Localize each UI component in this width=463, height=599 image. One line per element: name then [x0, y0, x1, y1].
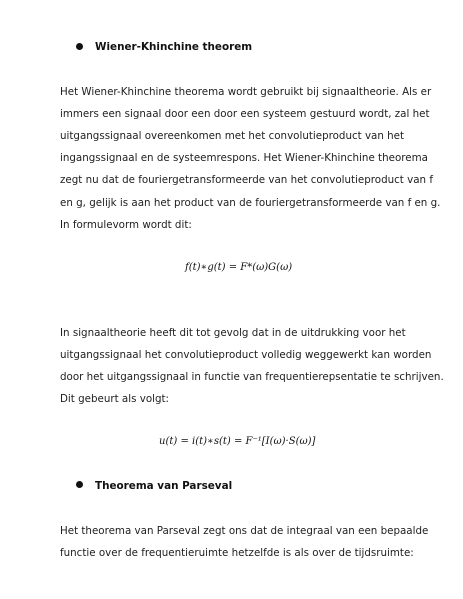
paragraph-line: en g, gelijk is aan het product van de fouriergetransformeerde van f en g.	[60, 197, 441, 209]
paragraph-line: uitgangssignaal overeenkomen met het convolutieproduct van het	[60, 130, 405, 142]
bullet-icon	[76, 43, 83, 50]
paragraph-line: In signaaltheorie heeft dit tot gevolg dat in de uitdrukking voor het	[60, 327, 406, 339]
paragraph-line: uitgangssignaal het convolutieproduct volledig weggewerkt kan worden	[60, 349, 432, 361]
paragraph-line: door het uitgangssignaal in functie van frequentierepsentatie te schrijven.	[60, 371, 444, 383]
paragraph-wiener-khinchine	[60, 86, 441, 236]
section-heading-wiener-khinchine: Wiener-Khinchine theorem	[95, 41, 253, 53]
bullet-icon	[76, 481, 83, 488]
paragraph-line: ingangssignaal en de systeemrespons. Het Wiener-Khinchine theorema	[60, 152, 428, 164]
formula-output-signal: u(t) = i(t)∗s(t) = F⁻¹[I(ω)·S(ω)]	[159, 436, 316, 447]
formula-wiener-khinchine: f(t)∗g(t) = F*(ω)G(ω)	[185, 262, 293, 273]
paragraph-line: Dit gebeurt als volgt:	[60, 393, 170, 405]
section-heading-parseval: Theorema van Parseval	[95, 480, 233, 492]
paragraph-line: Het Wiener-Khinchine theorema wordt gebruikt bij signaaltheorie. Als er	[60, 86, 432, 98]
paragraph-line: immers een signaal door een door een systeem gestuurd wordt, zal het	[60, 108, 430, 120]
paragraph-parseval	[60, 525, 429, 565]
paragraph-line: Het theorema van Parseval zegt ons dat de integraal van een bepaalde	[60, 525, 429, 537]
paragraph-line: functie over de frequentieruimte hetzelfde is als over de tijdsruimte:	[60, 547, 414, 559]
paragraph-signal-theory	[60, 327, 444, 412]
paragraph-line: zegt nu dat de fouriergetransformeerde van het convolutieproduct van f	[60, 174, 433, 186]
paragraph-line: In formulevorm wordt dit:	[60, 219, 192, 231]
